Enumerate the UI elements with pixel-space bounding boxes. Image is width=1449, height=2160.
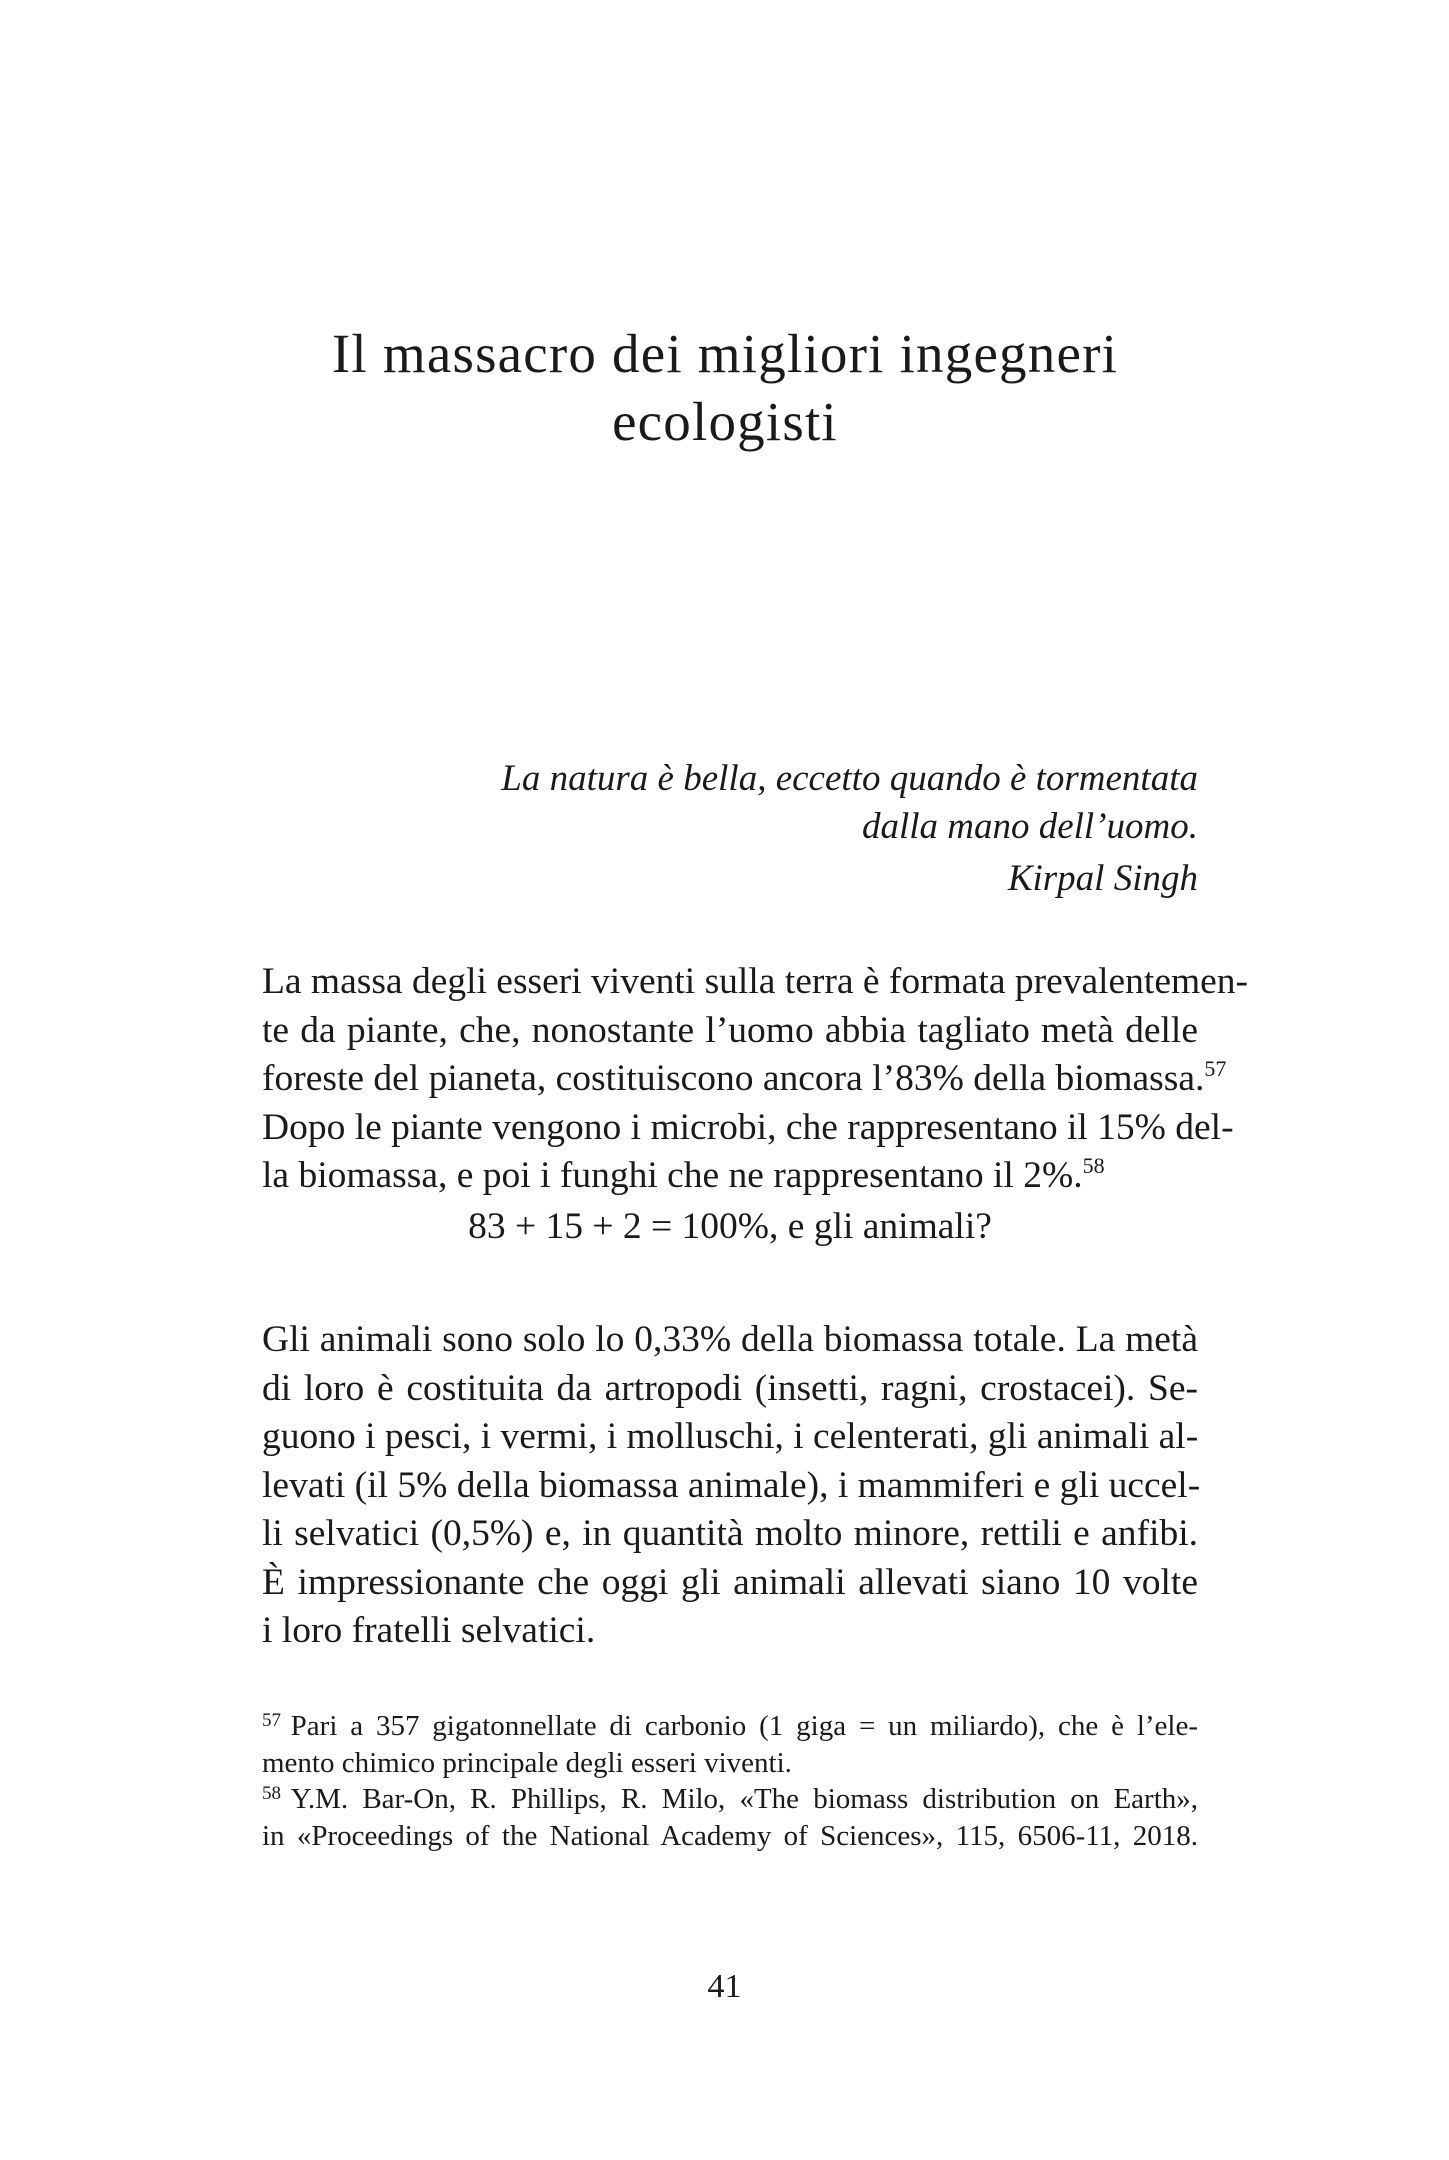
paragraph-1-line: Dopo le piante vengono i microbi, che rappresentano il 15% del- [262,1106,1234,1148]
epigraph-author: Kirpal Singh [1007,858,1198,899]
footnotes [262,1708,1198,1854]
paragraph-2-line: guono i pesci, i vermi, i molluschi, i celenterati, gli animali al- [262,1416,1199,1457]
footnote-text: Pari a 357 gigatonnellate di carbonio (1 giga = un miliardo), che è l’ele- [290,1710,1198,1742]
footnote-58-line [262,1781,1198,1818]
paragraph-2-line: Gli animali sono solo lo 0,33% della biomassa totale. La metà [262,1319,1198,1360]
paragraph-1-line-with-ref [262,1055,1227,1104]
paragraph-2 [262,1316,1201,1656]
paragraph-1-line-text: la biomassa, e poi i funghi che ne rappresentano il 2%. [262,1155,1083,1196]
paragraph-1-line: La massa degli esseri viventi sulla terra è formata prevalentemen- [262,961,1249,1002]
chapter-title-line-2: ecologisti [612,391,838,452]
footnote-ref-58[interactable]: 58 [1082,1153,1105,1178]
paragraph-2-line: È impressionante che oggi gli animali allevati siano 10 volte [262,1561,1198,1603]
footnote-ref-57[interactable]: 57 [1204,1056,1227,1081]
footnote-57-line: mento chimico principale degli esseri viventi. [262,1746,792,1779]
footnote-58-line: in «Proceedings of the National Academy of Sciences», 115, 6506-11, 2018. [262,1819,1198,1852]
paragraph-1-line-text: foreste del pianeta, costituiscono ancora l’83% della biomassa. [262,1058,1205,1099]
footnote-57-line [262,1708,1198,1745]
footnote-text: Y.M. Bar-On, R. Phillips, R. Milo, «The biomass distribution on Earth», [290,1783,1198,1815]
page-number: 41 [707,1968,742,2005]
paragraph-1-line: te da piante, che, nonostante l’uomo abbia tagliato metà delle [262,1009,1198,1051]
paragraph-2-line: li selvatici (0,5%) e, in quantità molto minore, rettili e anfibi. [262,1513,1198,1554]
equation: 83 + 15 + 2 = 100%, e gli animali? [468,1206,992,1247]
paragraph-1-line-with-ref [262,1152,1198,1201]
paragraph-2-line: levati (il 5% della biomassa animale), i mammiferi e gli uccel- [262,1464,1201,1506]
footnote-number: 58 [262,1783,281,1804]
paragraph-2-line: di loro è costituita da artropodi (insetti, ragni, crostacei). Se- [262,1367,1198,1409]
chapter-title-line-1: Il massacro dei migliori ingegneri [331,323,1119,384]
footnote-number: 57 [262,1710,281,1731]
paragraph-2-line: i loro fratelli selvatici. [262,1610,596,1651]
epigraph-line-1: La natura è bella, eccetto quando è tormentata [501,758,1198,799]
paragraph-1 [262,958,1249,1201]
epigraph [470,755,1198,903]
chapter-title [260,320,1190,456]
epigraph-line-2: dalla mano dell’uomo. [861,806,1198,847]
